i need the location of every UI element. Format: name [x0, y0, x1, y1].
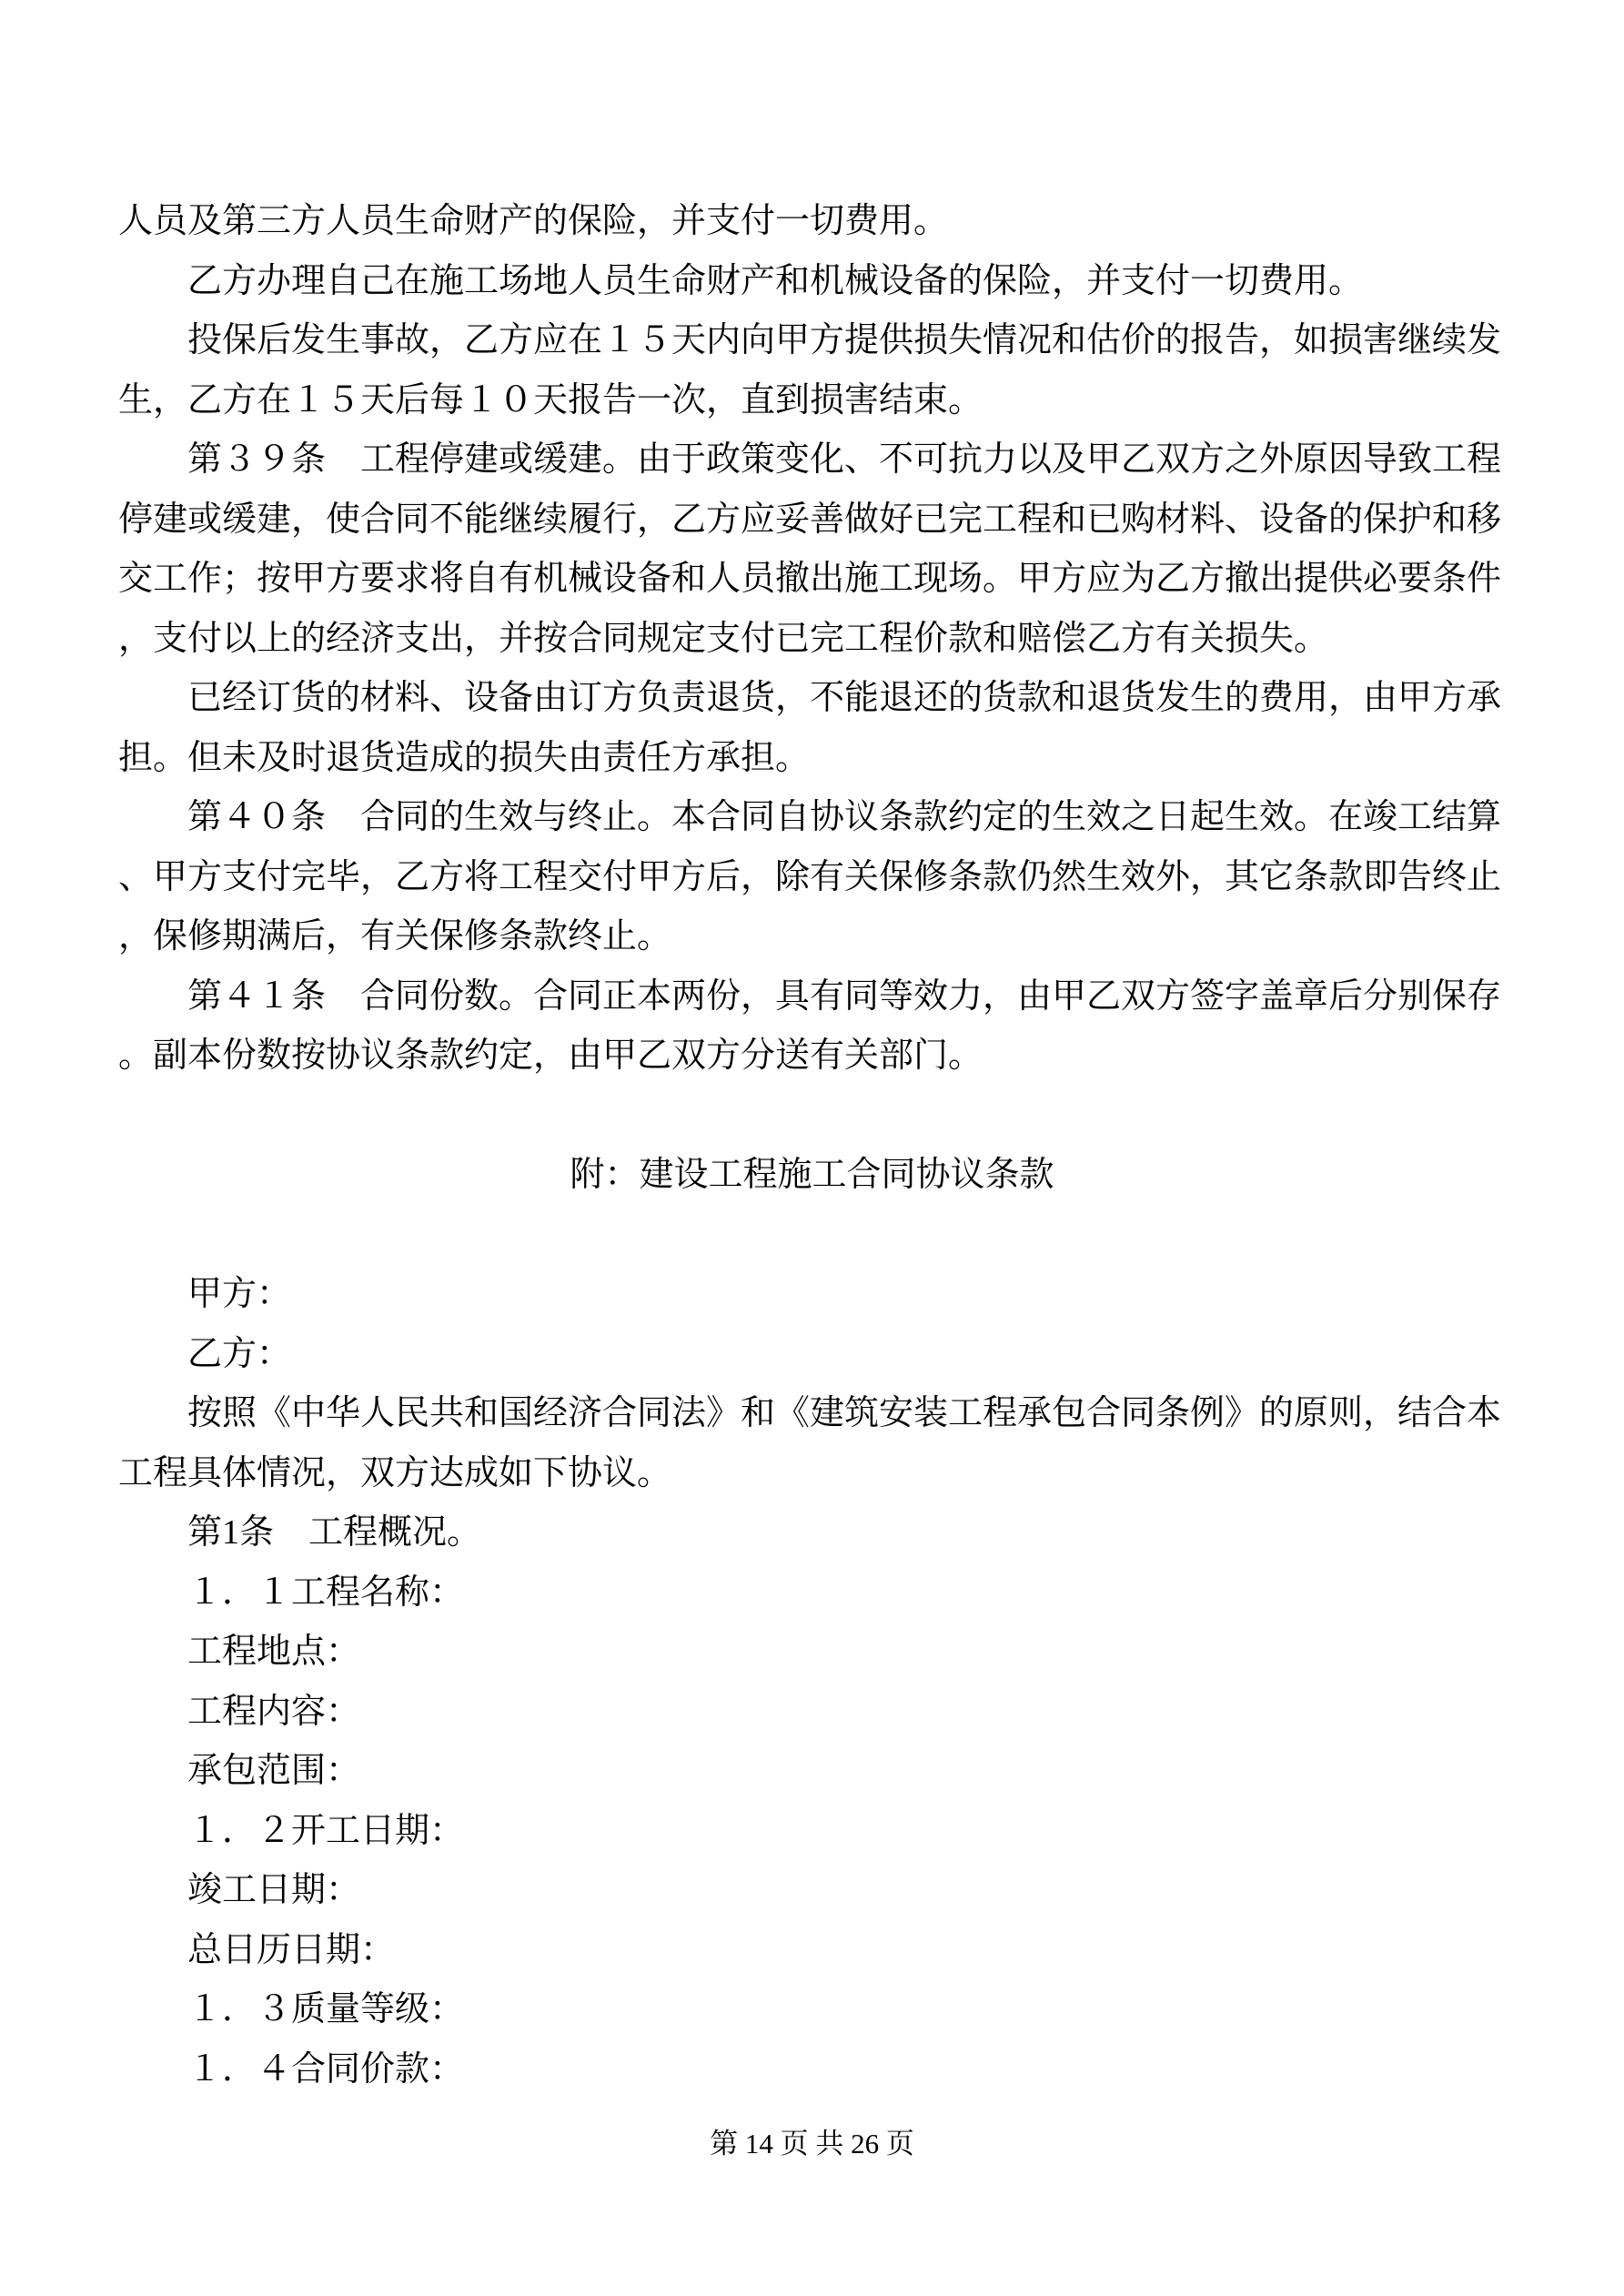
page-number-text: 第 14 页 共 26 页 [710, 2128, 914, 2159]
paragraph [118, 1980, 1506, 2040]
text-line: 生，乙方在１５天后每１０天报告一次，直到损害结束。 [118, 380, 983, 420]
text-line: １．２开工日期： [187, 1811, 465, 1850]
text-line: １．４合同价款： [187, 2049, 465, 2089]
text-line: １．１工程名称： [187, 1573, 465, 1612]
text-line: 工程具体情况，双方达成如下协议。 [118, 1453, 672, 1492]
text-line: 、甲方支付完毕，乙方将工程交付甲方后，除有关保修条款仍然生效外，其它条款即告终止 [118, 857, 1502, 896]
text-line: 总日历日期： [187, 1930, 396, 1969]
paragraph [118, 1861, 1506, 1921]
paragraph [118, 1265, 1506, 1325]
text-line: 第1条 工程概况。 [187, 1513, 482, 1552]
paragraph [118, 669, 1506, 788]
text-line: 投保后发生事故，乙方应在１５天内向甲方提供损失情况和估价的报告，如损害继续发 [187, 321, 1502, 359]
text-line: 附：建设工程施工合同协议条款 [570, 1156, 1054, 1194]
text-line: 交工作；按甲方要求将自有机械设备和人员撤出施工现场。甲方应为乙方撤出提供必要条件 [118, 560, 1502, 598]
text-line: 停建或缓建，使合同不能继续履行，乙方应妥善做好已完工程和已购材料、设备的保护和移 [118, 500, 1502, 539]
paragraph [118, 252, 1506, 312]
paragraph [118, 967, 1506, 1087]
text-line: 工程地点： [187, 1633, 361, 1671]
text-line: 第４１条 合同份数。合同正本两份，具有同等效力，由甲乙双方签字盖章后分别保存 [187, 976, 1502, 1016]
paragraph [118, 311, 1506, 430]
text-line: 。副本份数按协议条款约定，由甲乙双方分送有关部门。 [118, 1037, 983, 1075]
text-line: ，保修期满后，有关保修条款终止。 [118, 917, 672, 956]
document-body [118, 192, 1506, 2099]
text-line: 第３９条 工程停建或缓建。由于政策变化、不可抗力以及甲乙双方之外原因导致工程 [187, 440, 1502, 479]
text-line: 担。但未及时退货造成的损失由责任方承担。 [118, 738, 811, 777]
page-footer [0, 2124, 1624, 2164]
text-line: 乙方： [187, 1334, 292, 1373]
text-line: 已经订货的材料、设备由订方负责退货，不能退还的货款和退货发生的费用，由甲方承 [187, 679, 1502, 717]
paragraph [118, 1802, 1506, 1862]
paragraph [118, 430, 1506, 669]
paragraph [118, 1623, 1506, 1683]
paragraph [118, 2040, 1506, 2100]
text-line: 人员及第三方人员生命财产的保险，并支付一切费用。 [118, 202, 949, 240]
text-line: 工程内容： [187, 1692, 361, 1731]
paragraph [118, 1742, 1506, 1802]
paragraph [118, 1683, 1506, 1743]
text-line: 甲方： [187, 1275, 292, 1313]
attachment-title [118, 1146, 1506, 1206]
text-line: 竣工日期： [187, 1871, 361, 1909]
text-line: 乙方办理自己在施工场地人员生命财产和机械设备的保险，并支付一切费用。 [187, 261, 1364, 300]
text-line: 按照《中华人民共和国经济合同法》和《建筑安装工程承包合同条例》的原则，结合本 [187, 1394, 1502, 1432]
paragraph [118, 1563, 1506, 1623]
paragraph [118, 788, 1506, 967]
text-line: 承包范围： [187, 1752, 361, 1790]
paragraph [118, 1503, 1506, 1563]
text-line: ，支付以上的经济支出，并按合同规定支付已完工程价款和赔偿乙方有关损失。 [118, 619, 1329, 658]
paragraph [118, 1384, 1506, 1503]
text-line: 第４０条 合同的生效与终止。本合同自协议条款约定的生效之日起生效。在竣工结算 [187, 798, 1502, 836]
paragraph [118, 192, 1506, 252]
paragraph [118, 1325, 1506, 1385]
paragraph [118, 1921, 1506, 1981]
text-line: １．３质量等级： [187, 1990, 465, 2028]
